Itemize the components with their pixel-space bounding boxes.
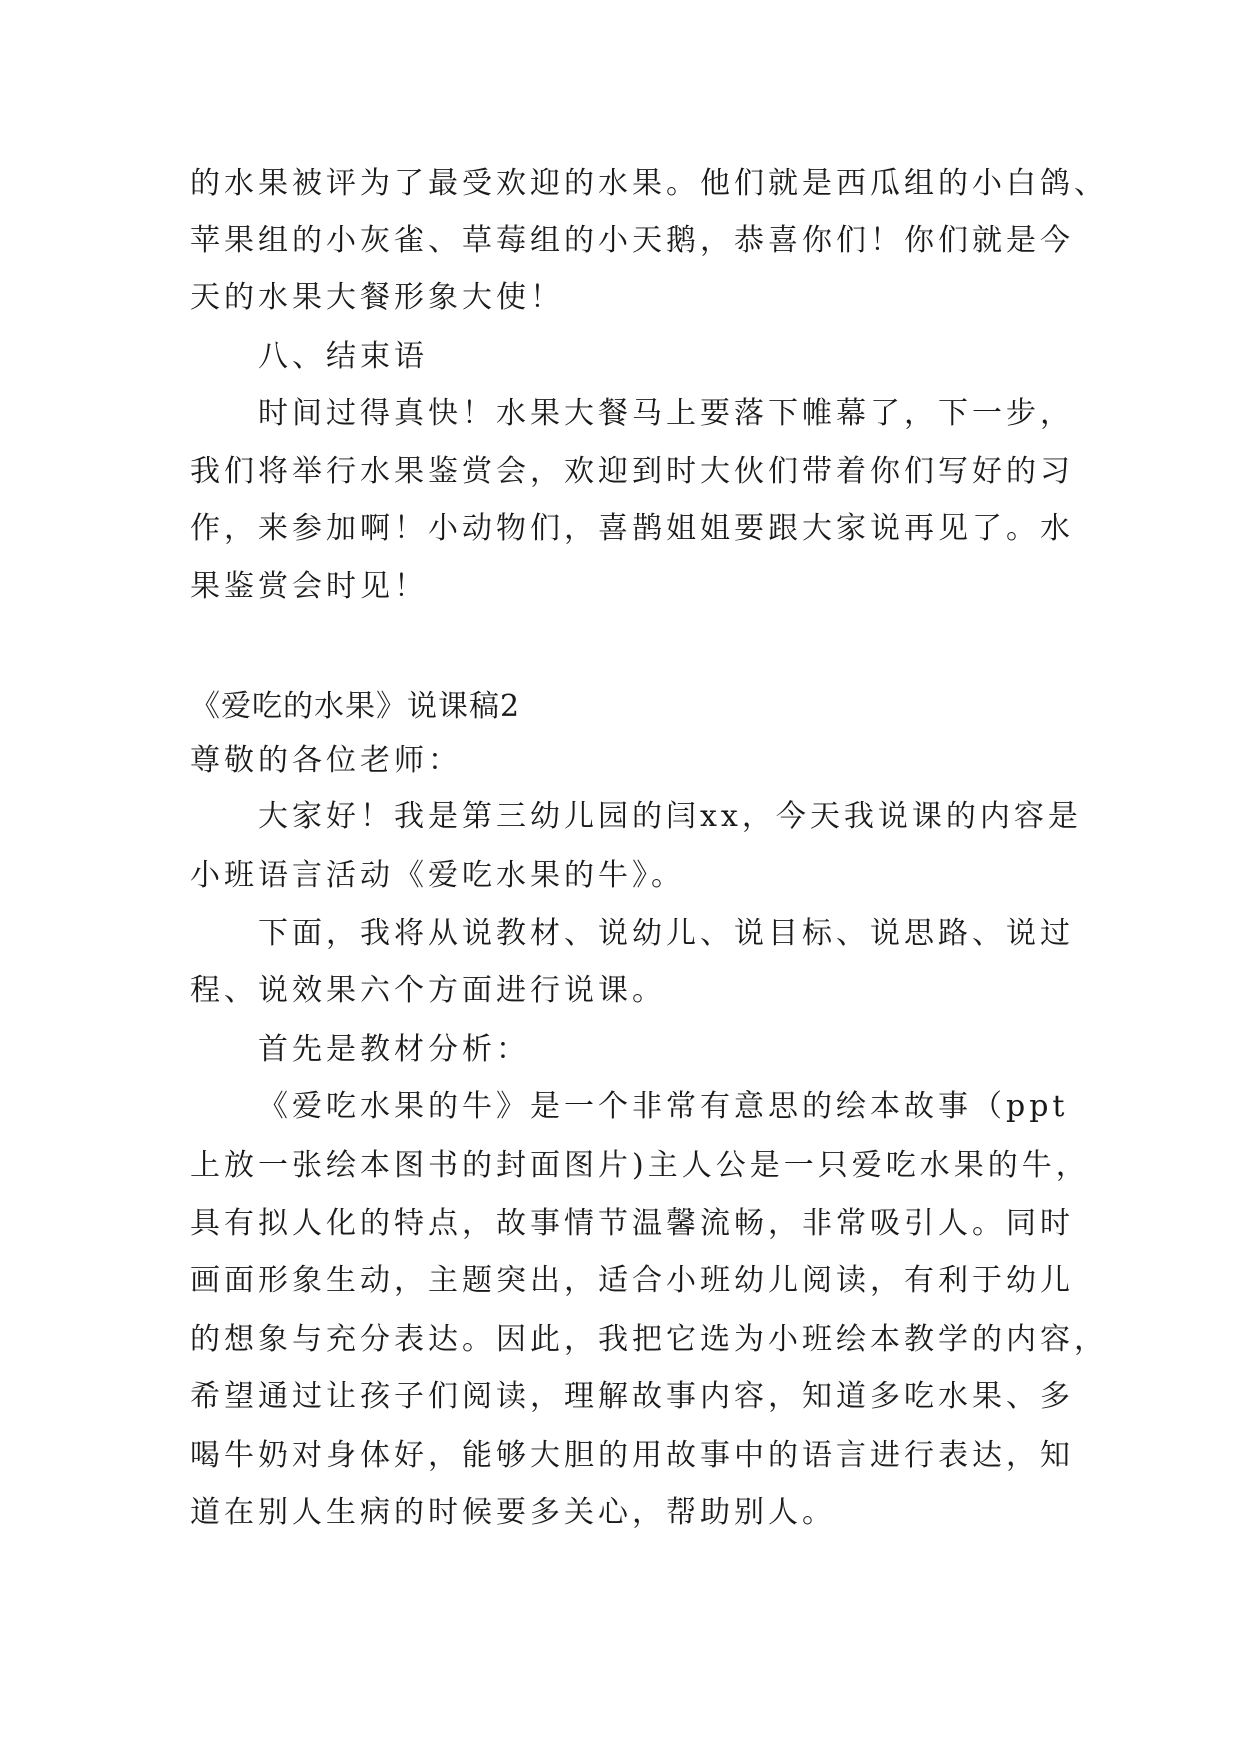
text-line: 画面形象生动，主题突出，适合小班幼儿阅读，有利于幼儿 xyxy=(190,1263,1074,1298)
text-line: 《爱吃水果的牛》是一个非常有意思的绘本故事（ppt xyxy=(258,1089,1069,1124)
greeting: 尊敬的各位老师： xyxy=(190,743,462,778)
text-line: 小班语言活动《爱吃水果的牛》。 xyxy=(190,858,685,893)
text-line: 上放一张绘本图书的封面图片)主人公是一只爱吃水果的牛， xyxy=(190,1148,1090,1183)
text-line: 程、说效果六个方面进行说课。 xyxy=(190,973,666,1008)
text-line: 下面，我将从说教材、说幼儿、说目标、说思路、说过 xyxy=(258,916,1074,951)
text-line: 时间过得真快！水果大餐马上要落下帷幕了，下一步， xyxy=(258,396,1074,431)
document-title: 《爱吃的水果》说课稿2 xyxy=(190,689,521,724)
text-line: 具有拟人化的特点，故事情节温馨流畅，非常吸引人。同时 xyxy=(190,1206,1074,1241)
text-line: 苹果组的小灰雀、草莓组的小天鹅，恭喜你们！你们就是今 xyxy=(190,223,1074,258)
section-heading: 八、结束语 xyxy=(258,339,428,374)
text-line: 天的水果大餐形象大使！ xyxy=(190,280,564,315)
text-line: 喝牛奶对身体好，能够大胆的用故事中的语言进行表达，知 xyxy=(190,1438,1074,1473)
text-line: 作，来参加啊！小动物们，喜鹊姐姐要跟大家说再见了。水 xyxy=(190,511,1074,546)
text-line: 的想象与充分表达。因此，我把它选为小班绘本教学的内容， xyxy=(190,1322,1108,1357)
text-line: 果鉴赏会时见！ xyxy=(190,569,428,604)
text-line: 我们将举行水果鉴赏会，欢迎到时大伙们带着你们写好的习 xyxy=(190,454,1074,489)
text-line: 大家好！我是第三幼儿园的闫xx，今天我说课的内容是 xyxy=(258,799,1082,834)
text-line: 的水果被评为了最受欢迎的水果。他们就是西瓜组的小白鸽、 xyxy=(190,166,1108,201)
text-line: 希望通过让孩子们阅读，理解故事内容，知道多吃水果、多 xyxy=(190,1379,1074,1414)
text-line: 首先是教材分析： xyxy=(258,1032,530,1067)
text-line: 道在别人生病的时候要多关心，帮助别人。 xyxy=(190,1495,836,1530)
